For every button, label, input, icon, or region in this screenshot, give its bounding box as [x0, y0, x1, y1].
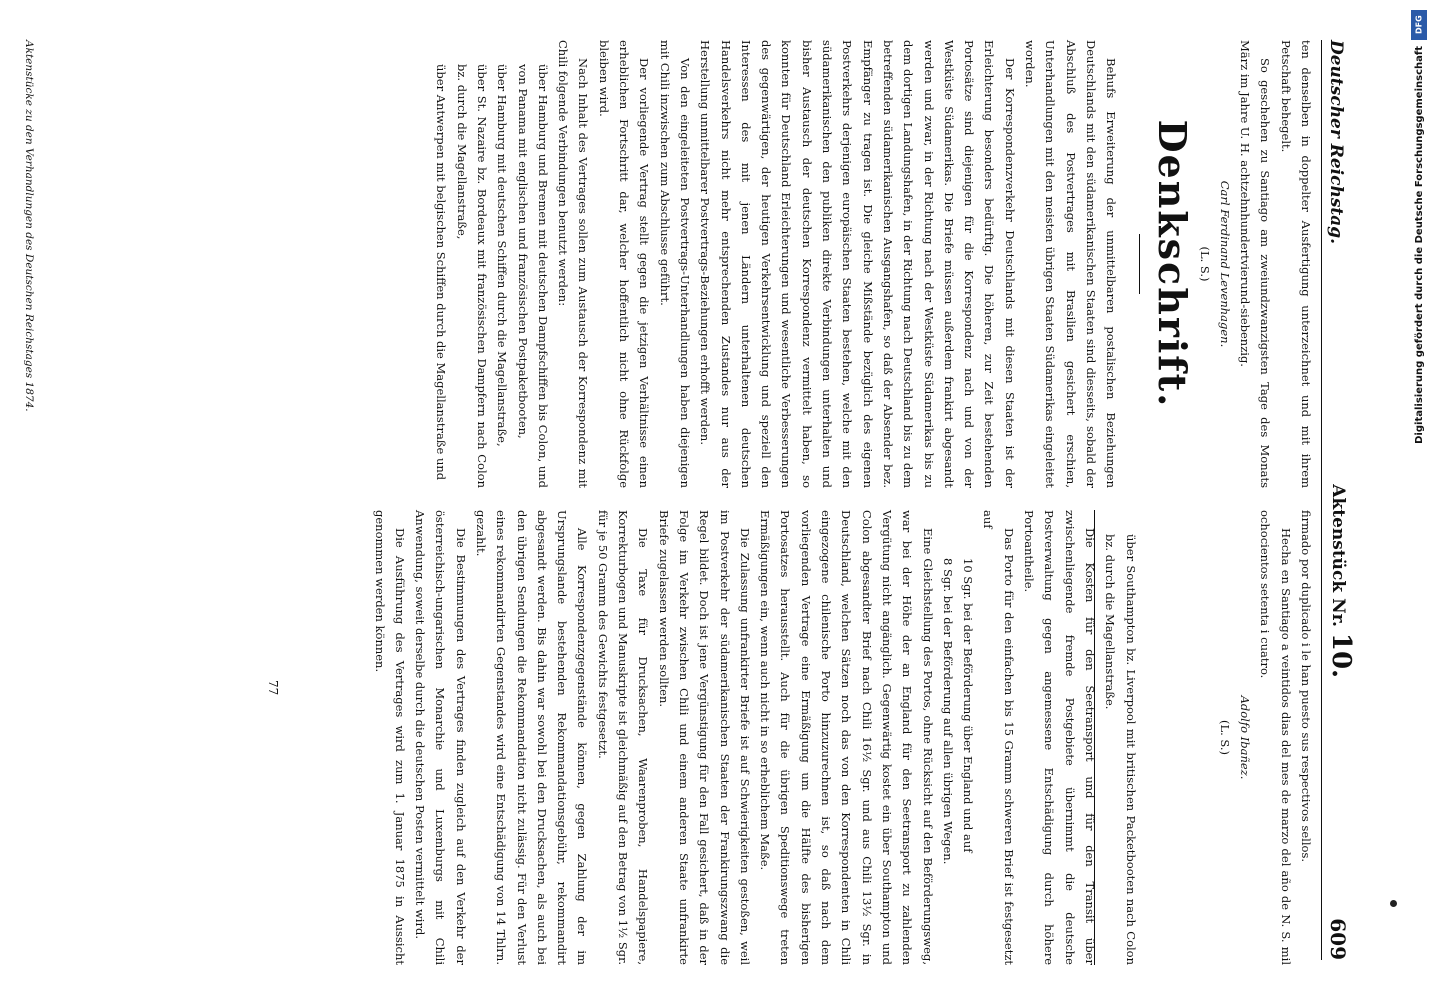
dfg-credit: Digitalisierung gefördert durch die Deutsche Forschungsgemeinschaft: [1413, 46, 1425, 444]
left-intro-1: So geschehen zu Santiago am zweiundzwanzigsten Tage des Monats März im Jahre U. H. achtzehnhundertvierund-siebenzig.: [1238, 40, 1273, 488]
scan-speck: [1390, 900, 1397, 907]
page-number: 609: [1326, 918, 1350, 960]
right-paragraph-8: Die Bestimmungen des Vertrages finden zugleich auf den Verkehr der österreichisch-ungarischen Monarchie und Luxemburgs mit Chili Anwendung, soweit derselbe durch die deutschen Posten vermittelt wird.: [413, 510, 468, 965]
footer-caption: Aktenstücke zu den Verhandlungen des Deutschen Reichstages 1874.: [23, 40, 35, 412]
right-paragraph-2: 10 Sgr. bei der Beförderung über England und auf: [961, 558, 976, 853]
header-center-prefix: Aktenstück Nr.: [1328, 484, 1348, 627]
footer-page-number: 77: [266, 680, 280, 696]
right-paragraph-0: Die Kosten für den Seetransport und für den Transit über zwischenliegende fremde Postgebiete übernimmt die deutsche Postverwaltung gegen angemessene Entschädigung durch höhere Portoantheile.: [1022, 510, 1097, 965]
right-signature-name: Adolfo Ibañez.: [1238, 695, 1253, 780]
right-column: [369, 510, 1316, 965]
route-2: über St. Nazaire bz. Bordeaux mit französischen Dampfern nach Colon bz. durch die Magellanstraße,: [454, 64, 490, 488]
left-column: [431, 40, 1316, 488]
title-rule: [1139, 234, 1140, 294]
right-paragraph-3: 8 Sgr. bei der Beförderung auf allen übrigen Wegen.: [940, 558, 955, 865]
right-paragraph-7: Alle Korrespondenzgegenstände können, gegen Zahlung der im Ursprungslande bestehenden Rekommandationsgebühr, rekommandirt abgesandt werden. Bis dahin war sowohl bei den Drucksachen, als auch bei den übrigen Sendungen die Rekommandation nicht zulässig. Für den Verlust eines rekommandirten Gegenstandes wird eine Entschädigung von 14 Thlrn. gezahlt.: [474, 510, 590, 965]
left-signature-name: Carl Ferdinand Levenhagen.: [1217, 180, 1232, 348]
right-spanish-1: Hecha en Santiago a veintidos dias del mes de marzo del año de N. S. mil ochocientos setenta i cuatro.: [1258, 510, 1293, 965]
right-paragraph-1: Das Porto für den einfachen bis 15 Gramm schweren Brief ist festgesetzt auf: [981, 510, 1016, 965]
right-spanish-0: firmado por duplicado i le han puesto sus respectivos sellos.: [1299, 510, 1313, 863]
left-signature-ls: (L. S.): [1197, 246, 1212, 282]
left-paragraph-0: Behufs Erweiterung der unmittelbaren postalischen Beziehungen Deutschlands mit den südamerikanischen Staaten sind diesseits, sobald der Abschluß des Postvertrages mit Brasilien gesichert erschien, Unterhandlungen mit den meisten übrigen Staaten Südamerikas eingeleitet worden.: [1023, 40, 1119, 488]
left-paragraph-4: Nach Inhalt des Vertrages sollen zum Austausch der Korrespondenz mit Chili folgende Verbindungen benutzt werden:: [556, 40, 591, 488]
left-paragraph-3: Der vorliegende Vertrag stellt gegen die jetzigen Verhältnisse einen erheblichen Fortschritt dar, welcher hoffentlich nicht ohne Rückfolge bleiben wird.: [596, 40, 652, 488]
header-left: Deutscher Reichstag.: [1326, 40, 1346, 245]
dfg-sidebar: [1408, 10, 1430, 780]
route-cont: über Southampton bz. Liverpool mit britischen Packetbooten nach Colon bz. durch die Magellanstraße.: [1103, 534, 1138, 965]
right-paragraph-5: Die Zulassung unfrankirter Briefe ist auf Schwierigkeiten gestoßen, weil im Postverkehr der südamerikanischen Staaten der Frankirungszwang die Regel bildet. Doch ist jene Vergünstigung für den Fall gesichert, daß in der Folge im Verkehr zwischen Chili und einem anderen Staate unfrankirte Briefe zugelassen werden sollten.: [656, 510, 752, 965]
left-intro-0: ten denselben in doppelter Ausfertigung unterzeichnet und mit ihrem Petschaft behegelt.: [1278, 40, 1313, 488]
header-center: [1326, 484, 1356, 678]
section-rule: [1094, 510, 1095, 965]
page-header: [1321, 40, 1364, 960]
right-signature-ls: (L. S.): [1217, 719, 1232, 756]
route-3: über Antwerpen mit belgischen Schiffen durch die Magellanstraße und: [434, 64, 449, 481]
right-paragraph-9: Die Ausführung des Vertrages wird zum 1. Januar 1875 in Aussicht genommen werden können.: [372, 510, 407, 965]
document-title: Denkschrift.: [1150, 119, 1196, 409]
route-1: über Hamburg mit deutschen Schiffen durch die Magellanstraße,: [495, 64, 510, 447]
route-0: über Hamburg und Bremen mit deutschen Dampfschiffen bis Colon, und von Panama mit englischen und französischen Postpaketbooten,: [515, 64, 550, 488]
dfg-logo-icon: DFG: [1411, 10, 1427, 40]
header-center-number: 10.: [1326, 632, 1356, 679]
right-paragraph-4: Eine Gleichstellung des Portos, ohne Rücksicht auf den Beförderungsweg, war bei der Höhe der an England für den Seetransport zu zahlenden Vergütung nicht angänglich. Gegenwärtig kostet ein über Southampton und Colon abgesandter Brief nach Chili 16½ Sgr. und aus Chili 13½ Sgr. in Deutschland, welchen Sätzen noch das von den Korrespondenten in Chili eingezogene chilenische Porto hinzuzurechnen ist, so daß nach dem vorliegenden Vertrage eine Ermäßigung um die Hälfte des bisherigen Portosatzes herausstellt. Auch für die übrigen Speditionswege treten Ermäßigungen ein, wenn auch nicht in so erheblichem Maße.: [758, 510, 935, 965]
left-paragraph-2: Von den eingeleiteten Postvertrags-Unterhandlungen haben diejenigen mit Chili inzwischen zum Abschlusse geführt.: [657, 40, 692, 488]
right-paragraph-6: Die Taxe für Drucksachen, Waarenproben, Handelspapiere, Korrekturbogen und Manuskripte ist gleichmäßig auf den Betrag von 1½ Sgr. für je 50 Gramm des Gewichts festgesetzt.: [595, 510, 651, 965]
left-paragraph-1: Der Korrespondenzverkehr Deutschlands mit diesen Staaten ist der Erleichterung besonders bedürftig. Die höheren, zur Zeit bestehenden Portosätze sind diejenigen für die Korrespondenz nach und von der Westküste Südamerikas. Die Briefe müssen außerdem frankirt abgesandt werden und zwar, in der Richtung nach der Westküste Südamerikas bis zu dem dortigen Landungshafen, in der Richtung nach Deutschland bis zu dem betreffenden südamerikanischen Ausgangshafen, so daß der Absender bez. Empfänger zu tragen ist. Die gleiche Mißstände bezüglich des eigenen Postverkehrs derjenigen europäischen Staaten bestehen, welche mit den südamerikanischen den publiken direkte Verbindungen unterhalten und bisher Austausch der deutschen Korrespondenz vermittelt haben, so konnten für Deutschland Erleichterungen und wesentliche Verbesserungen des gegenwärtigen, der heutigen Verkehrsentwicklung und speziell den Interessen des mit jenen Ländern unterhaltenen deutschen Handelsverkehrs nicht mehr entsprechenden Zustandes nur aus der Herstellung unmittelbarer Postvertrags-Beziehungen erhofft werden.: [698, 40, 1017, 488]
